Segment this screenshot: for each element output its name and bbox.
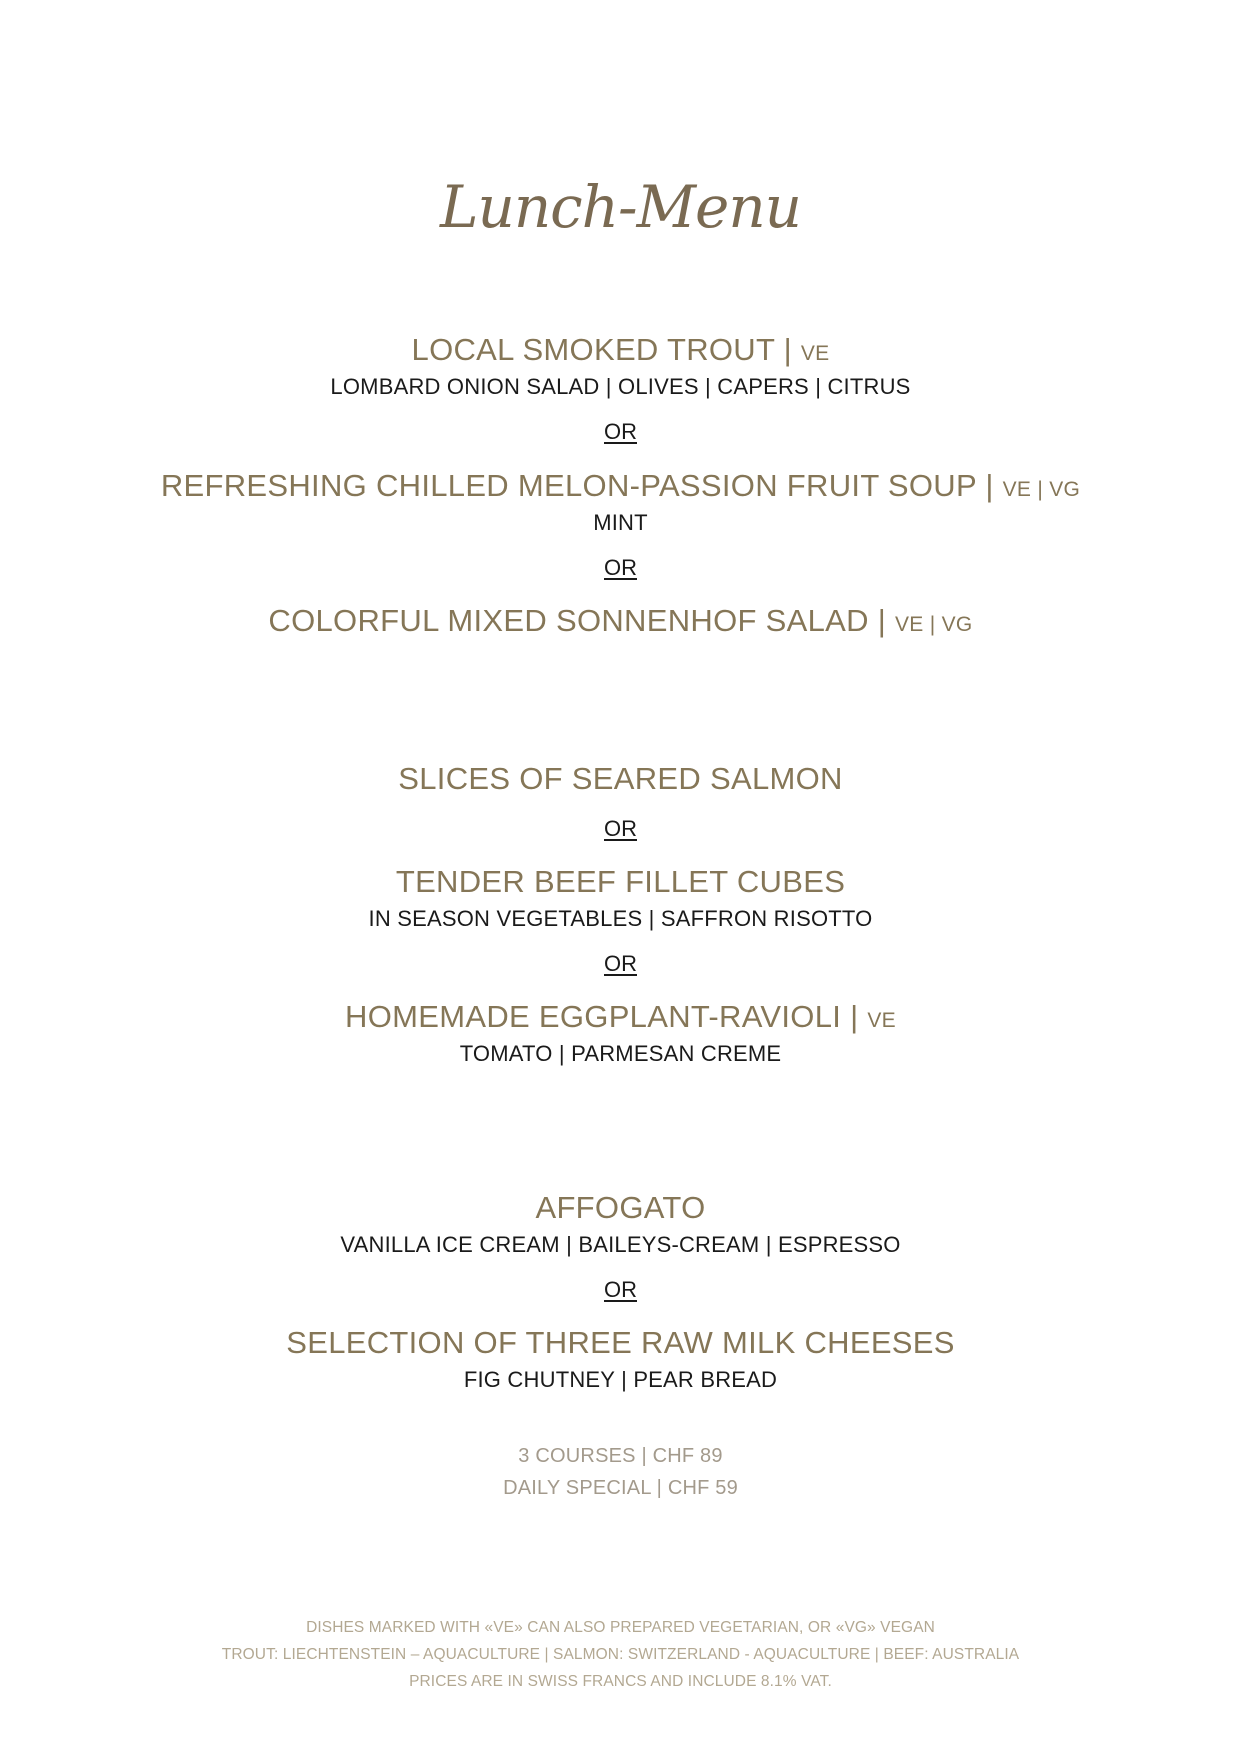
page-title: Lunch-Menu: [439, 173, 802, 241]
diet-tag: VE | VG: [1002, 478, 1081, 501]
or-divider: OR: [604, 419, 637, 444]
dish-name: AFFOGATO: [535, 1190, 706, 1225]
dish-name: COLORFUL MIXED SONNENHOF SALAD |: [268, 603, 895, 638]
diet-tag: VE: [800, 342, 830, 365]
price-courses: 3 COURSES | CHF 89: [518, 1445, 723, 1467]
dish-name: HOMEMADE EGGPLANT-RAVIOLI |: [345, 999, 868, 1034]
dish-cheese: [0, 1327, 1241, 1358]
dish-name: SLICES OF SEARED SALMON: [398, 761, 843, 796]
dish-beef: [0, 866, 1241, 897]
dish-ravioli: [0, 1001, 1241, 1032]
dish-description: TOMATO | PARMESAN CREME: [459, 1041, 782, 1066]
dish-description: IN SEASON VEGETABLES | SAFFRON RISOTTO: [368, 906, 873, 931]
diet-tag: VE: [867, 1009, 896, 1032]
or-divider: OR: [604, 555, 637, 580]
diet-tag: VE | VG: [894, 613, 973, 636]
dish-salmon: [0, 763, 1241, 794]
footer-note-vat: PRICES ARE IN SWISS FRANCS AND INCLUDE 8.1% VAT.: [409, 1673, 832, 1690]
or-divider: OR: [604, 1277, 637, 1302]
or-divider: OR: [604, 816, 637, 841]
dish-trout: [0, 334, 1241, 365]
dish-salad: [0, 605, 1241, 636]
dish-description: FIG CHUTNEY | PEAR BREAD: [463, 1367, 778, 1392]
footer-note-origin: TROUT: LIECHTENSTEIN – AQUACULTURE | SALMON: SWITZERLAND - AQUACULTURE | BEEF: AUSTRALIA: [221, 1646, 1020, 1663]
dish-name: REFRESHING CHILLED MELON-PASSION FRUIT SOUP |: [160, 468, 1003, 503]
dish-description: VANILLA ICE CREAM | BAILEYS-CREAM | ESPRESSO: [340, 1232, 901, 1257]
dish-name: LOCAL SMOKED TROUT |: [411, 332, 801, 367]
dish-soup: [0, 470, 1241, 501]
or-divider: OR: [604, 951, 637, 976]
dish-description: LOMBARD ONION SALAD | OLIVES | CAPERS | CITRUS: [330, 374, 911, 399]
dish-name: SELECTION OF THREE RAW MILK CHEESES: [286, 1325, 955, 1360]
price-daily-special: DAILY SPECIAL | CHF 59: [503, 1477, 738, 1499]
footer-note-diet: DISHES MARKED WITH «VE» CAN ALSO PREPARED VEGETARIAN, OR «VG» VEGAN: [306, 1619, 935, 1636]
dish-affogato: [0, 1192, 1241, 1223]
dish-name: TENDER BEEF FILLET CUBES: [395, 864, 846, 899]
dish-description: MINT: [593, 510, 648, 535]
